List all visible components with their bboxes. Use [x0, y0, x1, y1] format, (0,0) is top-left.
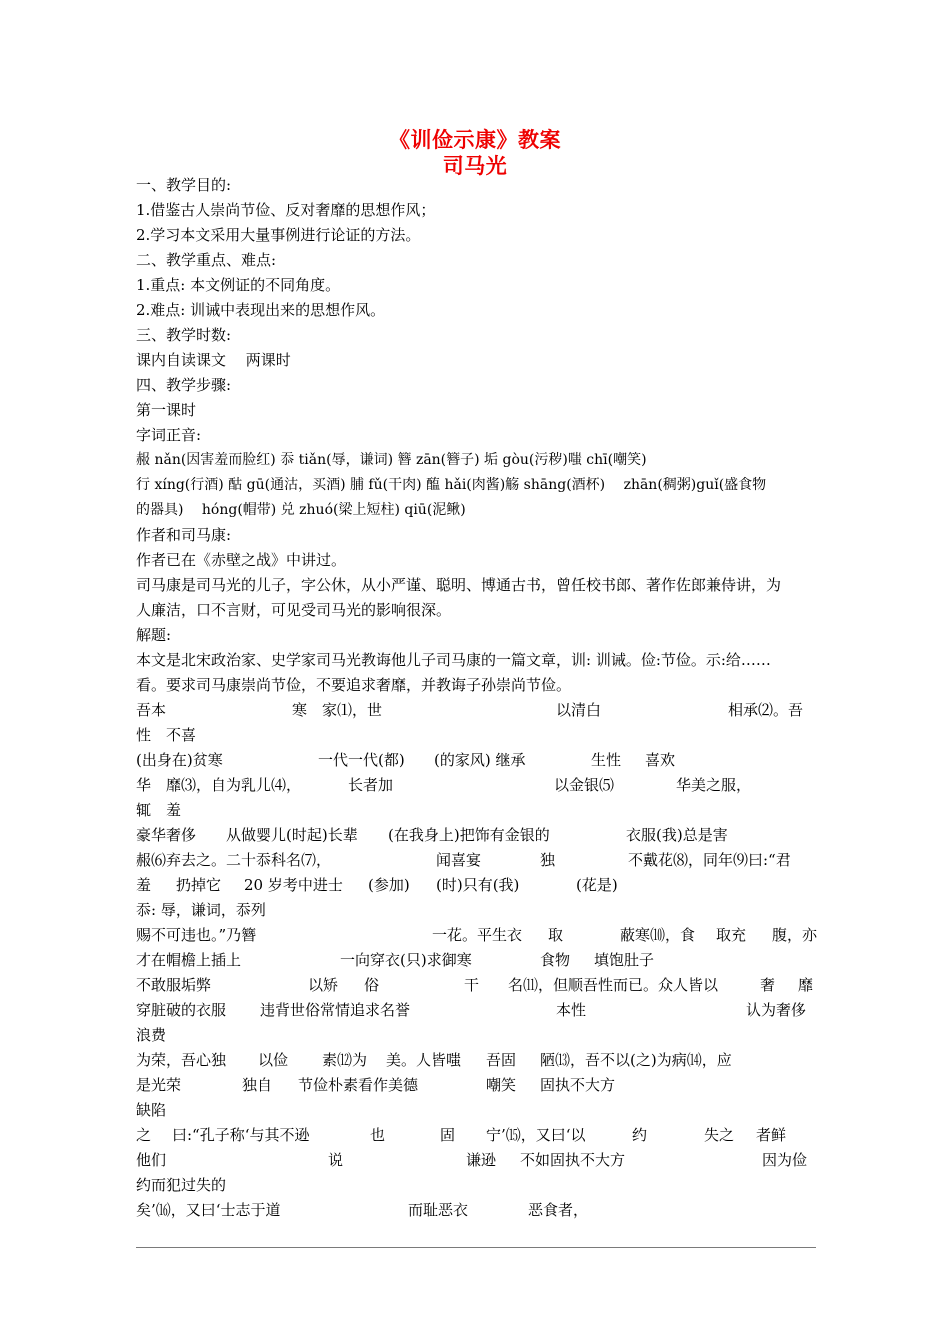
gloss-segment: 生性 [591, 751, 622, 769]
gloss-segment: 羞 [136, 876, 152, 894]
gloss-segment: 20 岁考中进士 [244, 876, 343, 894]
gloss-segment: (参加) [368, 876, 410, 894]
section-heading: 二、教学重点、难点: [136, 251, 277, 269]
annotated-text-line: 性 不喜 [136, 726, 197, 744]
text-segment: 寒 家⑴，世 [292, 701, 383, 719]
text-segment: 腹，亦 [772, 926, 818, 944]
gloss-segment: 一代一代(都) [318, 751, 405, 769]
text-segment: 长者加 [348, 776, 394, 794]
text-segment: 固 [440, 1126, 456, 1144]
text-segment: 赐不可违也。”乃簪 [136, 926, 257, 944]
text-segment: 以清白 [556, 701, 602, 719]
text-segment: 奢 [760, 976, 776, 994]
gloss-segment: 扔掉它 [176, 876, 222, 894]
text-segment: 之 [136, 1126, 152, 1144]
paragraph-line: 司马康是司马光的儿子，字公休，从小严谨、聪明、博通古书，曾任校书郎、著作佐郎兼侍讲，为 [136, 576, 782, 594]
gloss-segment: (时)只有(我) [436, 876, 520, 894]
section-heading: 一、教学目的: [136, 176, 232, 194]
text-segment: 矣’⒃，又曰‘士志于道 [136, 1201, 281, 1219]
gloss-segment: 穿脏破的衣服 [136, 1001, 227, 1019]
gloss-line: 浪费 [136, 1026, 167, 1044]
paragraph-line: 2.学习本文采用大量事例进行论证的方法。 [136, 226, 421, 244]
text-segment: 宁’⒂，又曰‘以 [486, 1126, 586, 1144]
text-segment: 不敢服垢弊 [136, 976, 212, 994]
gloss-segment: 一向穿衣(只)求御寒 [340, 951, 472, 969]
gloss-segment: 说 [328, 1151, 344, 1169]
gloss-line: 忝: 辱，谦词，忝列 [136, 901, 266, 919]
gloss-segment: 谦逊 [466, 1151, 497, 1169]
paragraph-line: 看。要求司马康崇尚节俭，不要追求奢靡，并教诲子孙崇尚节俭。 [136, 676, 572, 694]
section-heading: 四、教学步骤: [136, 376, 232, 394]
gloss-segment: 节俭朴素看作美德 [298, 1076, 419, 1094]
footer-divider [136, 1247, 816, 1248]
text-segment: 一花。平生衣 [432, 926, 523, 944]
document-author: 司马光 [442, 154, 508, 178]
paragraph-line: 第一课时 [136, 401, 197, 419]
paragraph-line: 课内自读课文 两课时 [136, 351, 291, 369]
gloss-segment: (出身在)贫寒 [136, 751, 223, 769]
text-segment: 取 [548, 926, 564, 944]
gloss-segment: 从做婴儿(时起)长辈 [226, 826, 358, 844]
text-segment: 曰:“孔子称‘与其不逊 [172, 1126, 310, 1144]
text-segment: 蔽寒⑽，食 [620, 926, 696, 944]
text-segment: 吾本 [136, 701, 167, 719]
gloss-segment: 固执不大方 [540, 1076, 616, 1094]
gloss-segment: 填饱肚子 [594, 951, 655, 969]
paragraph-line: 作者和司马康: [136, 526, 232, 544]
paragraph-line: 本文是北宋政治家、史学家司马光教诲他儿子司马康的一篇文章，训: 训诫。俭:节俭。示:给…… [136, 651, 771, 669]
text-segment: 靡 [798, 976, 814, 994]
section-heading: 三、教学时数: [136, 326, 232, 344]
gloss-segment: (在我身上)把饰有金银的 [388, 826, 550, 844]
text-segment: 吾固 [486, 1051, 517, 1069]
gloss-segment: 喜欢 [645, 751, 676, 769]
text-segment: 以金银⑸ [554, 776, 615, 794]
text-segment: 为荣，吾心独 [136, 1051, 227, 1069]
gloss-segment: (的家风) 继承 [434, 751, 526, 769]
gloss-line: 缺陷 [136, 1101, 167, 1119]
text-segment: 也 [370, 1126, 386, 1144]
text-segment: 失之 [704, 1126, 735, 1144]
gloss-segment: 他们 [136, 1151, 167, 1169]
text-segment: 取充 [716, 926, 747, 944]
text-segment: 者鲜 [756, 1126, 787, 1144]
text-segment: 而耻恶衣 [408, 1201, 469, 1219]
gloss-segment: 嘲笑 [486, 1076, 517, 1094]
gloss-segment: 食物 [540, 951, 571, 969]
text-segment: 陋⒀，吾不以(之)为病⒁，应 [540, 1051, 732, 1069]
text-segment: 华美之服， [676, 776, 752, 794]
gloss-segment: 是光荣 [136, 1076, 182, 1094]
gloss-line: 约而犯过失的 [136, 1176, 227, 1194]
text-segment: 干 [464, 976, 480, 994]
text-segment: 以俭 [258, 1051, 289, 1069]
pronunciation-line: 的器具) hóng(帽带) 兑 zhuó(梁上短柱) qiū(泥鳅) [136, 502, 466, 518]
gloss-segment: 认为奢侈 [746, 1001, 807, 1019]
gloss-segment: 独自 [242, 1076, 273, 1094]
paragraph-line: 解题: [136, 626, 172, 644]
text-segment: 美。人皆嗤 [386, 1051, 462, 1069]
paragraph-line: 2.难点: 训诫中表现出来的思想作风。 [136, 301, 386, 319]
text-segment: 恶食者， [528, 1201, 589, 1219]
text-segment: 素⑿为 [322, 1051, 368, 1069]
paragraph-line: 1.重点: 本文例证的不同角度。 [136, 276, 341, 294]
text-segment: 不戴花⑻，同年⑼曰:“君 [628, 851, 791, 869]
paragraph-line: 字词正音: [136, 426, 202, 444]
document-title: 《训俭示康》教案 [389, 128, 561, 152]
text-segment: 约 [632, 1126, 648, 1144]
pronunciation-line: 赧 nǎn(因害羞而脸红) 忝 tiǎn(辱，谦词) 簪 zān(簪子) 垢 gòu(污秽)嗤 chī(嘲笑) [136, 452, 647, 468]
text-segment: 俗 [364, 976, 380, 994]
gloss-segment: 衣服(我)总是害 [626, 826, 728, 844]
pronunciation-line: 行 xíng(行酒) 酤 gū(通沽，买酒) 脯 fǔ(干肉) 醢 hǎi(肉酱)觞 shāng(酒杯) zhān(稠粥)guǐ(盛食物 [136, 477, 767, 493]
gloss-segment: (花是) [576, 876, 618, 894]
gloss-segment: 豪华奢侈 [136, 826, 197, 844]
gloss-segment: 本性 [556, 1001, 587, 1019]
text-segment: 华 靡⑶，自为乳儿⑷， [136, 776, 302, 794]
paragraph-line: 作者已在《赤壁之战》中讲过。 [136, 551, 347, 569]
text-segment: 赧⑹弃去之。二十忝科名⑺， [136, 851, 332, 869]
text-segment: 闻喜宴 [436, 851, 482, 869]
annotated-text-line: 辄 羞 [136, 801, 182, 819]
paragraph-line: 人廉洁，口不言财，可见受司马光的影响很深。 [136, 601, 452, 619]
paragraph-line: 1.借鉴古人崇尚节俭、反对奢靡的思想作风； [136, 201, 436, 219]
text-segment: 名⑾，但顺吾性而已。众人皆以 [508, 976, 719, 994]
gloss-segment: 因为俭 [762, 1151, 808, 1169]
gloss-segment: 不如固执不大方 [520, 1151, 626, 1169]
gloss-segment: 才在帽檐上插上 [136, 951, 242, 969]
text-segment: 以矫 [308, 976, 339, 994]
gloss-segment: 违背世俗常情追求名誉 [260, 1001, 411, 1019]
text-segment: 相承⑵。吾 [728, 701, 804, 719]
text-segment: 独 [540, 851, 556, 869]
